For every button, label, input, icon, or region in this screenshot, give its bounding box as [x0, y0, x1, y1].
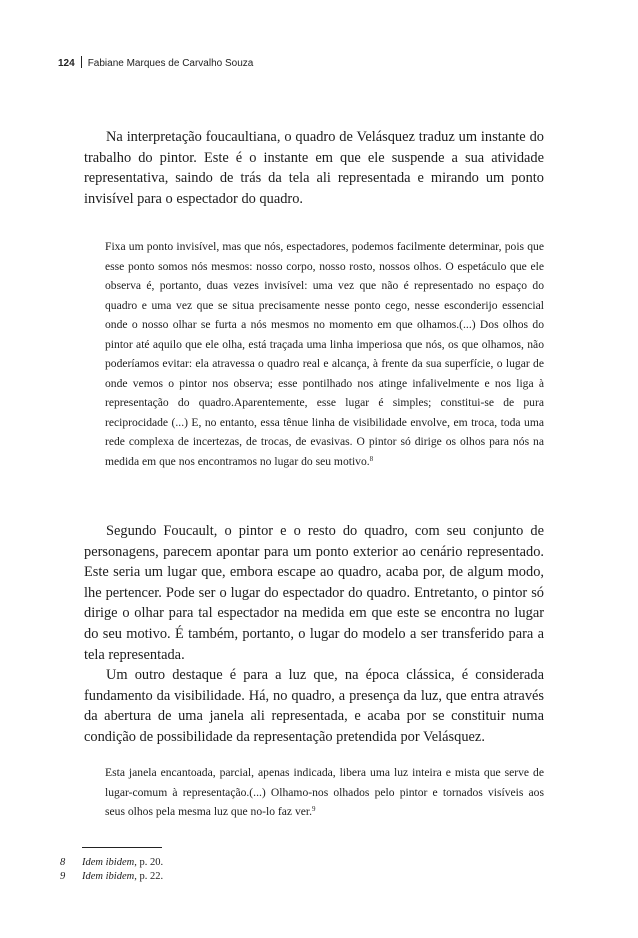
- block-quote-1-text: Fixa um ponto invisível, mas que nós, espectadores, podemos facilmente determinar, pois que esse ponto somos nós mesmos: nosso corpo, nosso rosto, nossos olhos. O espetáculo que ele observa é, portanto, duas vezes invisível: uma vez que não é representado no espaço do quadro e uma vez que se situa precisamente nesse ponto cego, nesse esconderijo essencial onde o nosso olhar se furta a nós mesmos no momento em que olhamos.(...) Dos olhos do pintor até aquilo que ele olha, está traçada uma linha imperiosa que nós, os que olhamos, não poderíamos evitar: ela atravessa o quadro real e alcança, à frente da sua superfície, o lugar de onde vemos o pintor nos observa; esse pontilhado nos atinge infalivelmente e nos liga à representação do quadro.Aparentemente, esse lugar é simples; constitui-se de pura reciprocidade (...) E, no entanto, essa tênue linha de visibilidade envolve, em troca, toda uma rede complexa de incertezas, de trocas, de evasivas. O pintor só dirige os olhos para nós na medida em que nos encontramos no lugar do seu motivo.: [105, 240, 544, 468]
- paragraph-2: Segundo Foucault, o pintor e o resto do quadro, com seu conjunto de personagens, parecem apontar para um ponto exterior ao cenário representado. Este seria um lugar que, embora escape ao quadro, acaba por, de algum modo, lhe pertencer. Pode ser o lugar do espectador do quadro. Entretanto, o pintor só dirige o olhar para tal espectador na medida em que este se encontra no lugar do seu motivo. É também, portanto, o lugar do modelo a ser transferido para a tela representada.: [84, 523, 544, 663]
- footnote-reference: Idem ibidem: [82, 871, 135, 882]
- footnote-number: 9: [60, 871, 66, 882]
- footnote-ref-9: 9: [312, 805, 316, 813]
- block-quote-1: [105, 237, 544, 471]
- paragraph-3: Um outro destaque é para a luz que, na época clássica, é considerada fundamento da visibilidade. Há, no quadro, a presença da luz, que entra através da abertura de uma janela ali representada, e acaba por se constituir numa condição de possibilidade da representação pretendida por Velásquez.: [84, 667, 544, 745]
- block-quote-2-text: Esta janela encantoada, parcial, apenas indicada, libera uma luz inteira e mista que serve de lugar-comum à representação.(...) Olhamo-nos olhados pelo pintor e tornados visíveis aos seus olhos pela mesma luz que no-lo faz ver.: [105, 766, 544, 818]
- paragraph-1: Na interpretação foucaultiana, o quadro de Velásquez traduz um instante do trabalho do pintor. Este é o instante em que ele suspende a sua atividade representativa, saindo de trás da tela ali representada e mirando um ponto invisível para o espectador do quadro.: [84, 129, 544, 207]
- footnote-number: 8: [60, 857, 66, 868]
- page-number: 124: [58, 58, 75, 69]
- footnote-rule: [82, 847, 162, 848]
- running-head: [58, 56, 253, 69]
- block-quote-2: [105, 763, 544, 822]
- author-name: Fabiane Marques de Carvalho Souza: [87, 58, 254, 69]
- footnote-9: [60, 870, 163, 883]
- footnote-reference: Idem ibidem: [82, 857, 135, 868]
- header-separator: [81, 56, 82, 68]
- footnote-8: [60, 856, 163, 869]
- footnote-ref-8: 8: [369, 454, 374, 463]
- footnote-page: , p. 20.: [134, 857, 164, 868]
- footnote-page: , p. 22.: [134, 871, 164, 882]
